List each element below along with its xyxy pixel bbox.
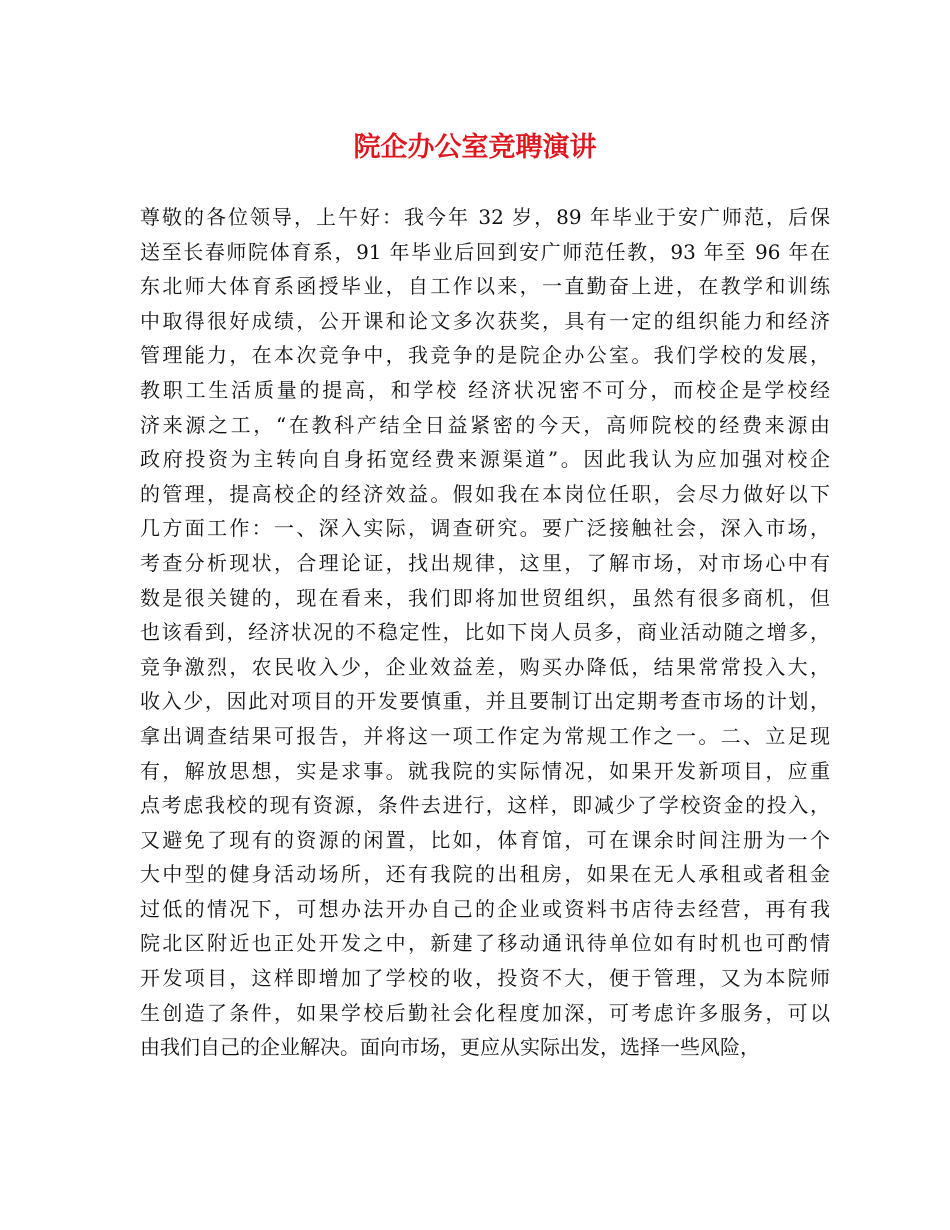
body-line: 送至长春师院体育系，91 年毕业后回到安广师范任教，93 年至 96 年在 — [140, 239, 830, 264]
document-title: 院企办公室竞聘演讲 — [353, 132, 597, 163]
body-line: 有，解放思想，实是求事。就我院的实际情况，如果开发新项目，应重 — [140, 758, 830, 783]
body-line: 数是很关键的，现在看来，我们即将加世贸组织，虽然有很多商机，但 — [140, 585, 830, 610]
body-line: 开发项目，这样即增加了学校的收，投资不大，便于管理，又为本院师 — [140, 966, 830, 991]
body-line: 竞争激烈，农民收入少，企业效益差，购买办降低，结果常常投入大， — [140, 654, 830, 679]
document-body — [140, 200, 830, 1065]
body-line: 收入少，因此对项目的开发要慎重，并且要制订出定期考查市场的计划， — [140, 689, 830, 714]
body-line: 东北师大体育系函授毕业，自工作以来，一直勤奋上进，在教学和训练 — [140, 274, 830, 299]
body-line: 又避免了现有的资源的闲置，比如，体育馆，可在课余时间注册为一个 — [140, 827, 830, 852]
body-line: 的管理，提高校企的经济效益。假如我在本岗位任职，会尽力做好以下 — [140, 481, 830, 506]
body-line: 教职工生活质量的提高，和学校 经济状况密不可分，而校企是学校经 — [140, 377, 830, 402]
body-line: 济来源之工，“在教科产结全日益紧密的今天，高师院校的经费来源由 — [140, 412, 830, 437]
body-line: 院北区附近也正处开发之中，新建了移动通讯待单位如有时机也可酌情 — [140, 931, 830, 956]
body-line: 几方面工作：一、深入实际，调查研究。要广泛接触社会，深入市场， — [140, 516, 830, 541]
body-line: 拿出调查结果可报告，并将这一项工作定为常规工作之一。二、立足现 — [140, 723, 830, 748]
body-line: 点考虑我校的现有资源，条件去进行，这样，即减少了学校资金的投入， — [140, 793, 830, 818]
body-line: 尊敬的各位领导，上午好：我今年 32 岁，89 年毕业于安广师范，后保 — [140, 205, 830, 229]
body-line: 管理能力，在本次竞争中，我竞争的是院企办公室。我们学校的发展， — [140, 343, 830, 368]
body-line: 过低的情况下，可想办法开办自己的企业或资料书店待去经营，再有我 — [140, 896, 830, 921]
body-line: 生创造了条件，如果学校后勤社会化程度加深，可考虑许多服务，可以 — [140, 1000, 830, 1025]
body-line: 政府投资为主转向自身拓宽经费来源渠道”。因此我认为应加强对校企 — [140, 447, 830, 472]
body-line: 中取得很好成绩，公开课和论文多次获奖，具有一定的组织能力和经济 — [140, 308, 830, 333]
body-line: 由我们自己的企业解决。面向市场，更应从实际出发，选择一些风险， — [140, 1035, 760, 1060]
body-line: 大中型的健身活动场所，还有我院的出租房，如果在无人承租或者租金 — [140, 862, 830, 887]
body-line: 也该看到，经济状况的不稳定性，比如下岗人员多，商业活动随之增多， — [140, 620, 830, 645]
body-line: 考查分析现状，合理论证，找出规律，这里，了解市场，对市场心中有 — [140, 550, 830, 575]
